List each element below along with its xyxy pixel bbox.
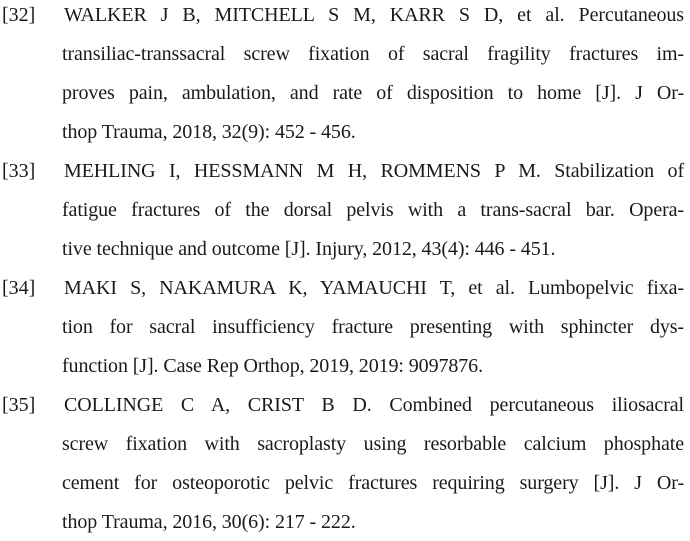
reference-text-line: screw fixation with sacroplasty using resorbable calcium phosphate (62, 433, 684, 455)
reference-number: [34] (2, 277, 36, 299)
reference-text-line: thop Trauma, 2016, 30(6): 217 - 222. (62, 511, 356, 533)
reference-text-line: WALKER J B, MITCHELL S M, KARR S D, et al. Percutaneous (64, 4, 684, 26)
reference-text-line: cement for osteoporotic pelvic fractures requiring surgery [J]. J Or- (62, 472, 684, 494)
reference-number: [33] (2, 160, 36, 182)
reference-text-line: proves pain, ambulation, and rate of disposition to home [J]. J Or- (62, 82, 684, 104)
reference-text-line: fatigue fractures of the dorsal pelvis with a trans-sacral bar. Opera- (62, 199, 684, 221)
reference-text-line: MEHLING I, HESSMANN M H, ROMMENS P M. Stabilization of (64, 160, 684, 182)
reference-number: [35] (2, 394, 36, 416)
reference-text-line: tive technique and outcome [J]. Injury, 2012, 43(4): 446 - 451. (62, 238, 556, 260)
reference-text-line: thop Trauma, 2018, 32(9): 452 - 456. (62, 121, 356, 143)
reference-text-line: function [J]. Case Rep Orthop, 2019, 2019: 9097876. (62, 355, 483, 377)
reference-text-line: transiliac-transsacral screw fixation of sacral fragility fractures im- (62, 43, 684, 65)
reference-number: [32] (2, 4, 36, 26)
reference-text-line: COLLINGE C A, CRIST B D. Combined percutaneous iliosacral (64, 394, 684, 416)
reference-text-line: tion for sacral insufficiency fracture presenting with sphincter dys- (62, 316, 684, 338)
reference-text-line: MAKI S, NAKAMURA K, YAMAUCHI T, et al. Lumbopelvic fixa- (64, 277, 684, 299)
